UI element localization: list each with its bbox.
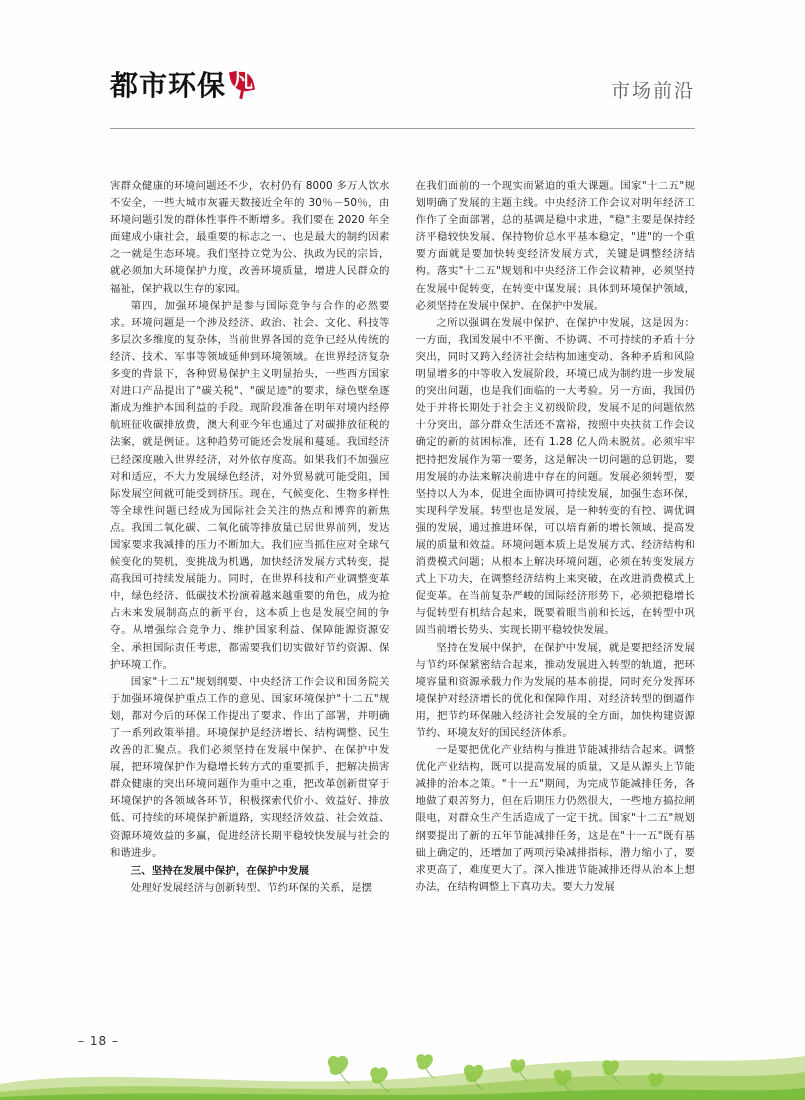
column-right — [416, 178, 696, 897]
paragraph: 第四，加强环境保护是参与国际竞争与合作的必然要求。环境问题是一个涉及经济、政治、社会、文化、科技等多层次多维度的复杂体，当前世界各国的竞争已经从传统的经济、技术、军事等领域延伸到环境领域。在世界经济复杂多变的背景下，各种贸易保护主义明显抬头，一些西方国家对进口产品提出了"碳关税"、"碳足迹"的要求，绿色壁垒逐渐成为维护本国利益的手段。现阶段准备在明年对境内经停航班征收碳排放费，澳大利亚今年也通过了对碳排放征税的法案，就是例证。这种趋势可能还会发展和蔓延。我国经济已经深度融入世界经济，对外依存度高。如果我们不加强应对和适应，不大力发展绿色经济，对外贸易就可能受阻，国际发展空间就可能受到挤压。现在，气候变化、生物多样性等全球性问题已经成为国际社会关注的热点和博弈的新焦点。我国二氧化碳、二氧化硫等排放量已居世界前列，发达国家要求我减排的压力不断加大。我们应当抓住应对全球气候变化的契机，变挑战为机遇，加快经济发展方式转变，提高我国可持续发展能力。同时，在世界科技和产业调整变革中，绿色经济、低碳技术扮演着越来越重要的角色，成为抢占未来发展制高点的新平台，这本质上也是发展空间的争夺。从增强综合竞争力、维护国家利益、保障能源资源安全、承担国际责任考虑，都需要我们切实做好节约资源、保护环境工作。 — [110, 299, 390, 671]
leaf-icon — [228, 68, 258, 100]
footer-decoration — [0, 1038, 805, 1100]
page-number: – 18 – — [78, 1034, 119, 1048]
logo-text: 都市环保 — [110, 69, 227, 102]
logo-glyph: 凡 — [232, 68, 254, 92]
section-heading: 三、坚持在发展中保护，在保护中发展 — [130, 864, 310, 877]
paragraph: 之所以强调在发展中保护、在保护中发展，这是因为：一方面，我国发展中不平衡、不协调、不可持续的矛盾十分突出，同时又跨入经济社会结构加速变动、各种矛盾和风险明显增多的中等收入发展阶段，环境已成为制约进一步发展的突出问题，也是我们面临的一大考验。另一方面，我国仍处于并将长期处于社会主义初级阶段，发展不足的问题依然十分突出，部分群众生活还不富裕，按照中央扶贫工作会议确定的新的贫困标准，还有 1.28 亿人尚未脱贫。必须牢牢把持把发展作为第一要务，这是解决一切问题的总钥匙，要用发展的办法来解决前进中存在的问题。发展必须转型，要坚持以人为本，促进全面协调可持续发展，加强生态环保，实现科学发展。转型也是发展，是一种转变的有控、调优调强的发展，通过推进环保，可以培育新的增长领域、提高发展的质量和效益。环境问题本质上是发展方式、经济结构和消费模式问题；从根本上解决环境问题，必须在转变发展方式上下功夫，在调整经济结构上来突破，在改进消费模式上促变革。在当前复杂严峻的国际经济形势下，必须把稳增长与促转型有机结合起来，既要着眼当前和长远，在转型中巩固当前增长势头、实现长期平稳较快发展。 — [415, 316, 695, 637]
section-label: 市场前沿 — [610, 80, 695, 102]
paragraph: 处理好发展经济与创新转型、节约环保的关系，是摆 — [130, 881, 373, 894]
paragraph: 一是要把优化产业结构与推进节能减排结合起来。调整优化产业结构，既可以提高发展的质量，又是从源头上节能减排的治本之策。"十一五"期间，为完成节能减排任务，各地做了艰苦努力，但在后期压力仍然很大，一些地方搞拉闸限电，对群众生产生活造成了一定干扰。国家"十二五"规划纲要提出了新的五年节能减排任务，这是在"十一五"既有基础上确定的，还增加了两项污染减排指标，潜力缩小了，要求更高了，难度更大了。深入推进节能减排还得从治本上想办法，在结构调整上下真功夫。要大力发展 — [415, 744, 695, 893]
paragraph: 害群众健康的环境问题还不少，农村仍有 8000 多万人饮水不安全，一些大城市灰霾天数接近全年的 30％－50％，由环境问题引发的群体性事件不断增多。我们要在 2020 年全面建成小康社会，最重要的标志之一、也是最大的制约因素之一就是生态环境。我们坚持立党为公、执政为民的宗旨，就必须加大环境保护力度，改善环境质量，增进人民群众的福祉，保护栽以生存的家园。 — [110, 180, 390, 295]
masthead — [110, 68, 695, 120]
column-left — [110, 178, 390, 897]
article-body — [110, 178, 695, 897]
paragraph: 国家"十二五"规划纲要、中央经济工作会议和国务院关于加强环境保护重点工作的意见、国家环境保护"十二五"规划，都对今后的环保工作提出了要求、作出了部署，并明确了一系列政策举措。环境保护是经济增长、结构调整、民生改善的汇聚点。我们必须坚持在发展中保护、在保护中发展，把环境保护作为稳增长转方式的重要抓手，把解决损害群众健康的突出环境问题作为重中之重，把改革创新贯穿于环境保护的各领域各环节，积极探索代价小、效益好、排放低、可持续的环境保护新道路，实现经济效益、社会效益、资源环境效益的多赢，促进经济长期平稳较快发展与社会的和谐进步。 — [110, 675, 390, 859]
paragraph: 在我们面前的一个现实而紧迫的重大课题。国家"十二五"规划明确了发展的主题主线。中央经济工作会议对明年经济工作作了全面部署，总的基调是稳中求进，"稳"主要是保持经济平稳较快发展、保持物价总水平基本稳定，"进"的一个重要方面就是要加快转变经济发展方式，关键是调整经济结构。落实"十二五"规划和中央经济工作会议精神，必须坚持在发展中促转变，在转变中谋发展；具体到环境保护领域，必须坚持在发展中保护、在保护中发展。 — [415, 180, 695, 312]
paragraph: 坚持在发展中保护，在保护中发展，就是要把经济发展与节约环保紧密结合起来，推动发展进入转型的轨道，把环境容量和资源承载力作为发展的基本前提，同时充分发挥环境保护对经济增长的优化和保障作用、对经济转型的倒逼作用，把节约环保融入经济社会发展的全方面，加快构建资源节约、环境友好的国民经济体系。 — [415, 641, 695, 739]
publication-logo — [110, 68, 258, 100]
header-divider — [110, 128, 695, 129]
